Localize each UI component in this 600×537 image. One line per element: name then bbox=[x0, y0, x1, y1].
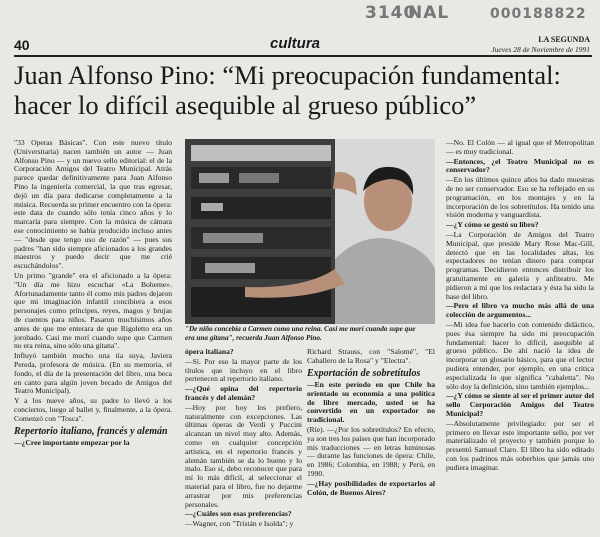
masthead-rule bbox=[14, 55, 592, 57]
paragraph: —La Corporación de Amigos del Teatro Municipal, que preside Mary Rose Mac-Gill, detectó que en las localidades altas, los espectadores no tenían dinero para comprar programas. Decidieron entonces distribuir los gratuitamente en galería y anfiteatro. Me pidieron a mí que los redactara y ésta ha sido la base del libro. bbox=[446, 229, 594, 301]
page-number: 40 bbox=[14, 37, 30, 53]
paragraph: Y a los nueve años, su padre lo llevó a los conciertos, luego al ballet y, finalmente, a la ópera. Comenzó con "Tosca". bbox=[14, 396, 172, 423]
interview-photo bbox=[185, 139, 435, 324]
paragraph: "33 Operas Básicas". Con este nuevo título (Universitaria) nacen también un autor — Juan Alfonso Pino — y un nuevo sello editorial: el de la Corporación Amigos del Teatro Municipal. Atrás parece quedar definitivamente para Juan Alfonso Pino la ingeniería comercial, la que tras egresar, dejó un día para dedicarse completamente a la música. Recuerda su primer encuentro con la ópera: este data de cuando sólo tenía cinco años y lo marcaría para siempre. Con la música de cámara ese conocimiento se había producido incluso antes — "desde que tengo uso de razón" — pues sus padres "han sido siempre aficionados a los grandes maestros y puedo decir que me crié escuchándolos". bbox=[14, 138, 172, 271]
paragraph: —¿Qué opina del repertorio francés y del alemán? bbox=[185, 384, 302, 402]
paragraph: —Sí. Por eso la mayor parte de los títulos que incluyo en el libro pertenecen al repertorio italiano. bbox=[185, 356, 302, 384]
headline bbox=[14, 60, 594, 120]
paragraph: —Absolutamente privilegiado: por ser el primero en llevar este importante sello, por ver materializado el proyecto y también porque lo presentó Samuel Claro. El libro ha sido editado con los padrinos más soberbios que jamás uno pudiera imaginar. bbox=[446, 418, 594, 472]
paragraph: ópera italiana? bbox=[185, 347, 234, 356]
paragraph: (Ríe). —¿Por los sobretítulos? En efecto, ya son tres los países que han incorporado mis traducciones — en letras luminosas — durante las funciones de ópera: Chile, en 1986; Colombia, en 1988; y Perú, en 1990. bbox=[307, 425, 436, 479]
column-2 bbox=[185, 348, 302, 529]
paragraph: —Wagner, con "Tristán e Isolda"; y bbox=[185, 519, 294, 529]
issue-date: Jueves 28 de Noviembre de 1991 bbox=[491, 45, 590, 54]
archive-mark-mid: NAL bbox=[408, 3, 450, 23]
paragraph: Richard Strauss, con "Salomé", "El Caballero de la Rosa" y "Electra". bbox=[307, 347, 435, 365]
paragraph: —Pero el libro va mucho más allá de una colección de argumentos... bbox=[446, 301, 594, 320]
paragraph: —¿Cree importante empezar por la bbox=[14, 438, 130, 447]
paragraph: —¿Y cómo se siente al ser el primer autor del sello Corporación Amigos del Teatro Municipal? bbox=[446, 391, 594, 418]
paragraph: Un primo "grande" era el aficionado a la ópera: "Un día me hizo escuchar «La Boheme». Afortunadamente tanto él como mis padres dejaron que mi imaginación infantil concibiera a esos personajes como príncipes, reyes, magos y brujas de cuentos para niños. Pasaron muchísimos años antes de que me enterara de que Rigoletto era un jorobado. Casi me morí cuando supe que Carmen no era reina, sino sólo una gitana". bbox=[14, 270, 172, 351]
photo-caption bbox=[185, 325, 445, 342]
archive-mark-left: 3140 bbox=[365, 3, 417, 23]
paragraph: —Entonces, ¿el Teatro Municipal no es conservador? bbox=[446, 156, 594, 175]
paragraph: —En este período en que Chile ha orientado su economía a una política de libre mercado, usted se ha convertido en un exportador no tradicional. bbox=[307, 380, 435, 425]
newspaper-name: LA SEGUNDA bbox=[538, 35, 590, 44]
archive-mark-right: 000188822 bbox=[490, 6, 587, 22]
column-4 bbox=[446, 139, 594, 472]
photo-caption-line-1: "De niño concebía a Carmen como una reina. Casi me morí cuando supe que bbox=[185, 325, 416, 333]
paragraph: —¿Hay posibilidades de exportarlos al Colón, de Buenos Aires? bbox=[307, 478, 435, 497]
photo-caption-line-2: era una gitana", recuerda Juan Alfonso Pino. bbox=[185, 333, 322, 342]
paragraph: —Hoy por hoy los prefiero, naturalmente con excepciones. Las últimas óperas de Verdi y Puccini alcanzan un nivel muy alto. Además, como en cualquier concepción artística, en el repertorio francés y alemán también se da lo bueno y lo malo. Eso sí, debo reconocer que para mí lo más difícil, al seleccionar el material para el libro, fue no dejarme arrastrar por mis preferencias personales. bbox=[185, 402, 302, 509]
photo-illustration bbox=[185, 139, 435, 324]
headline-line-2: hacer lo difícil asequible al grueso público” bbox=[14, 90, 477, 120]
subheading: Repertorio italiano, francés y alemán bbox=[14, 425, 168, 437]
paragraph: —Mi idea fue hacerlo con contenido didáctico, pues ésa siempre ha sido mi preocupación fundamental: hacer lo difícil, asequible al grueso público. De ahí nació la idea de incorporar un glosario básico, para que el lector pudiera entender, por ejemplo, en una crítica especializada lo que significa "cabaletta". No sólo doy la definición, sino también ejemplos... bbox=[446, 319, 594, 391]
paragraph: —¿Cuáles son esas preferencias? bbox=[185, 509, 292, 519]
section-title: cultura bbox=[270, 35, 321, 52]
subheading: Exportación de sobretítulos bbox=[307, 367, 421, 379]
paragraph: —¿Y cómo se gestó su libro? bbox=[446, 220, 539, 230]
paragraph: —No. El Colón — al igual que el Metropolitan — es muy tradicional. bbox=[446, 138, 594, 156]
column-3 bbox=[307, 348, 435, 497]
headline-line-1: Juan Alfonso Pino: “Mi preocupación fundamental: bbox=[14, 60, 561, 90]
column-1 bbox=[14, 139, 172, 448]
paragraph: —En los últimos quince años ha dado muestras de no ser conservador. Eso se ha reflejado en su programación, en los montajes y en la incorporación de los sobretítulos. Ha tenido una visión moderna y vanguardista. bbox=[446, 175, 594, 220]
paragraph: Influyó también mucho una tía suya, Javiera Pereda, profesora de música. (En su memoria, el fondo, el día de la presentación del libro, una beca en canto para algún joven becado de Amigos del Teatro Municipal). bbox=[14, 351, 172, 396]
